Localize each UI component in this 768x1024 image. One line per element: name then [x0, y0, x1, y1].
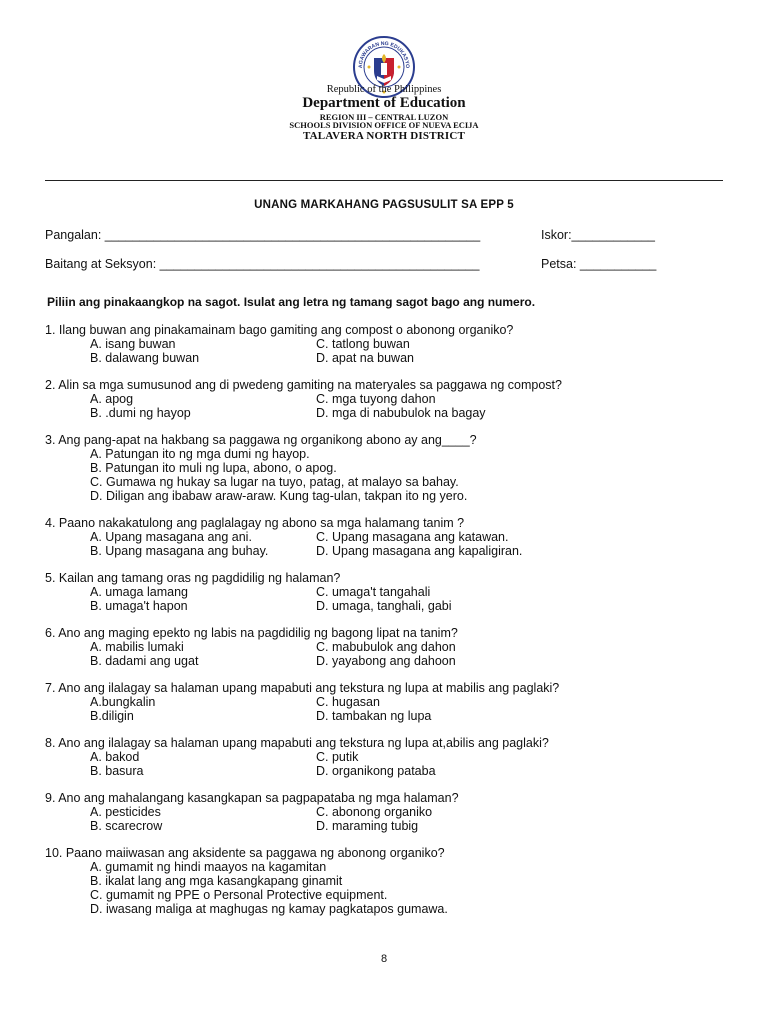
option-c: C. putik: [316, 750, 359, 764]
option-grid: [45, 695, 735, 723]
question-1: [45, 323, 735, 365]
option-c: C. Upang masagana ang katawan.: [316, 530, 509, 544]
option-a: A. apog: [90, 392, 134, 406]
option-d: D. umaga, tanghali, gabi: [316, 599, 452, 613]
option-b: B. umaga't hapon: [90, 599, 188, 613]
option-b: B. ikalat lang ang mga kasangkapang ginamit: [90, 874, 343, 888]
option-a: A. mabilis lumaki: [90, 640, 184, 654]
question-8: [45, 736, 735, 778]
option-b: B. basura: [90, 764, 144, 778]
option-a: A. Patungan ito ng mga dumi ng hayop.: [90, 447, 310, 461]
option-d: D. tambakan ng lupa: [316, 709, 432, 723]
option-a: A. bakod: [90, 750, 140, 764]
option-d: D. yayabong ang dahoon: [316, 654, 456, 668]
option-c: C. Gumawa ng hukay sa lugar na tuyo, patag, at malayo sa bahay.: [90, 475, 459, 489]
option-d: D. organikong pataba: [316, 764, 436, 778]
option-d: D. Diligan ang ibabaw araw-araw. Kung tag-ulan, takpan ito ng yero.: [90, 489, 468, 503]
option-d: D. apat na buwan: [316, 351, 414, 365]
question-stem: 6. Ano ang maging epekto ng labis na pagdidilig ng bagong lipat na tanim?: [45, 626, 458, 640]
question-stem: 8. Ano ang ilalagay sa halaman upang mapabuti ang tekstura ng lupa at,abilis ang paglaki?: [45, 736, 549, 750]
option-c: C. abonong organiko: [316, 805, 433, 819]
option-b: B. dadami ang ugat: [90, 654, 199, 668]
question-stem: 4. Paano nakakatulong ang paglalagay ng abono sa mga halamang tanim ?: [45, 516, 465, 530]
question-3: [45, 433, 735, 503]
option-c: C. gumamit ng PPE o Personal Protective equipment.: [90, 888, 388, 902]
option-d: D. mga di nabubulok na bagay: [316, 406, 486, 420]
option-d: D. iwasang maliga at maghugas ng kamay pagkatapos gumawa.: [90, 902, 448, 916]
option-a: A.bungkalin: [90, 695, 156, 709]
option-list: [45, 860, 735, 916]
option-grid: [45, 640, 735, 668]
option-grid: [45, 585, 735, 613]
question-list: [45, 323, 735, 929]
question-stem: 2. Alin sa mga sumusunod ang di pwedeng gamiting na materyales sa paggawa ng compost?: [45, 378, 562, 392]
option-d: D. Upang masagana ang kapaligiran.: [316, 544, 523, 558]
region-line: REGION III – CENTRAL LUZON: [319, 112, 449, 122]
question-stem: 10. Paano maiiwasan ang aksidente sa paggawa ng abonong organiko?: [45, 846, 445, 860]
date-field: Petsa: ___________: [541, 257, 657, 271]
option-b: B. scarecrow: [90, 819, 163, 833]
question-stem: 1. Ilang buwan ang pinakamainam bago gamiting ang compost o abonong organiko?: [45, 323, 514, 337]
option-grid: [45, 337, 735, 365]
option-a: A. gumamit ng hindi maayos na kagamitan: [90, 860, 327, 874]
option-grid: [45, 530, 735, 558]
name-field: Pangalan: ______________________________________________________: [45, 228, 481, 242]
option-b: B. .dumi ng hayop: [90, 406, 191, 420]
option-c: C. umaga't tangahali: [316, 585, 431, 599]
option-b: B.diligin: [90, 709, 134, 723]
option-a: A. pesticides: [90, 805, 161, 819]
option-b: B. dalawang buwan: [90, 351, 200, 365]
question-6: [45, 626, 735, 668]
header-divider: [45, 180, 723, 181]
svg-text:KAGAWARAN NG EDUKASYON: AGAWARAN NG EDUKASYO: [357, 40, 411, 69]
option-a: A. Upang masagana ang ani.: [90, 530, 252, 544]
division-line: SCHOOLS DIVISION OFFICE OF NUEVA ECIJA: [289, 120, 479, 130]
option-a: A. isang buwan: [90, 337, 176, 351]
question-5: [45, 571, 735, 613]
option-c: C. hugasan: [316, 695, 380, 709]
option-grid: [45, 805, 735, 833]
instructions: Piliin ang pinakaangkop na sagot. Isulat ang letra ng tamang sagot bago ang numero.: [47, 295, 536, 309]
department-name: Department of Education: [302, 95, 466, 111]
option-d: D. maraming tubig: [316, 819, 419, 833]
question-stem: 3. Ang pang-apat na hakbang sa paggawa ng organikong abono ay ang____?: [45, 433, 477, 447]
question-2: [45, 378, 735, 420]
option-grid: [45, 750, 735, 778]
republic-line: Republic of the Philippines: [326, 84, 442, 95]
question-7: [45, 681, 735, 723]
option-a: A. umaga lamang: [90, 585, 188, 599]
option-list: [45, 447, 735, 503]
page-number: 8: [380, 953, 388, 965]
question-stem: 7. Ano ang ilalagay sa halaman upang mapabuti ang tekstura ng lupa at mabilis ang paglaki?: [45, 681, 560, 695]
option-grid: [45, 392, 735, 420]
exam-title: UNANG MARKAHANG PAGSUSULIT SA EPP 5: [254, 199, 514, 211]
option-c: C. mabubulok ang dahon: [316, 640, 456, 654]
score-field: Iskor:____________: [541, 228, 655, 242]
district-line: TALAVERA NORTH DISTRICT: [302, 130, 466, 142]
question-9: [45, 791, 735, 833]
question-stem: 5. Kailan ang tamang oras ng pagdidilig ng halaman?: [45, 571, 341, 585]
question-4: [45, 516, 735, 558]
question-stem: 9. Ano ang mahalangang kasangkapan sa pagpapataba ng mga halaman?: [45, 791, 459, 805]
option-c: C. mga tuyong dahon: [316, 392, 436, 406]
option-b: B. Upang masagana ang buhay.: [90, 544, 269, 558]
question-10: [45, 846, 735, 916]
grade-section-field: Baitang at Seksyon: ______________________________________________: [45, 257, 480, 271]
option-c: C. tatlong buwan: [316, 337, 410, 351]
option-b: B. Patungan ito muli ng lupa, abono, o apog.: [90, 461, 337, 475]
